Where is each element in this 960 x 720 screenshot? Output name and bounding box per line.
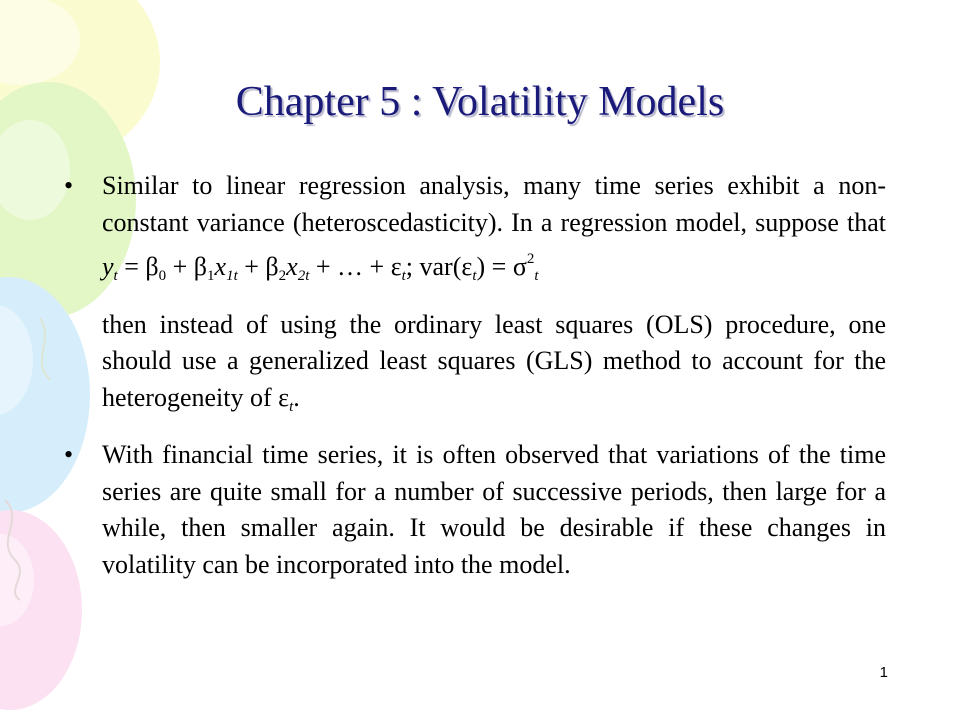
para2-text: then instead of using the ordinary least squares (OLS) procedure, one should use a generalized least squares (GLS) method to account for the heterogeneity of [102,309,886,412]
bullet-dot: • [64,171,74,200]
page-number: 1 [879,664,888,681]
paragraph-gls: then instead of using the ordinary least squares (OLS) procedure, one should use a generalized least squares (GLS) method to account for the heterogeneity of $\varepsilon_t$. [102,309,886,415]
bullet-dot: • [64,440,74,469]
bullet-financial-volatility [60,437,886,583]
bullet2-text: With financial time series, it is often observed that variations of the time series are quite small for a number of successive periods, then large for a while, then smaller again. It would be desirable if these changes in volatility can be incorporated into the model. [102,440,886,579]
slide-title: Chapter 5 : Volatility Models [235,79,725,125]
bullet1-text: Similar to linear regression analysis, many time series exhibit a non-constant variance (heteroscedasticity). In a regression model, suppose that [102,171,886,237]
bullet-heteroscedasticity: • Similar to linear regression analysis, many time series exhibit a non-constant variance (heteroscedasticity). In a regression model, suppose that $y_t = \beta_0 + \beta_1x_{1t} + \beta_2x_{2t}$ + … + $\varepsilon_t$; $var(\varepsilon_t) = \sigma^2_t$ [60,168,886,295]
slide-body [60,168,886,595]
